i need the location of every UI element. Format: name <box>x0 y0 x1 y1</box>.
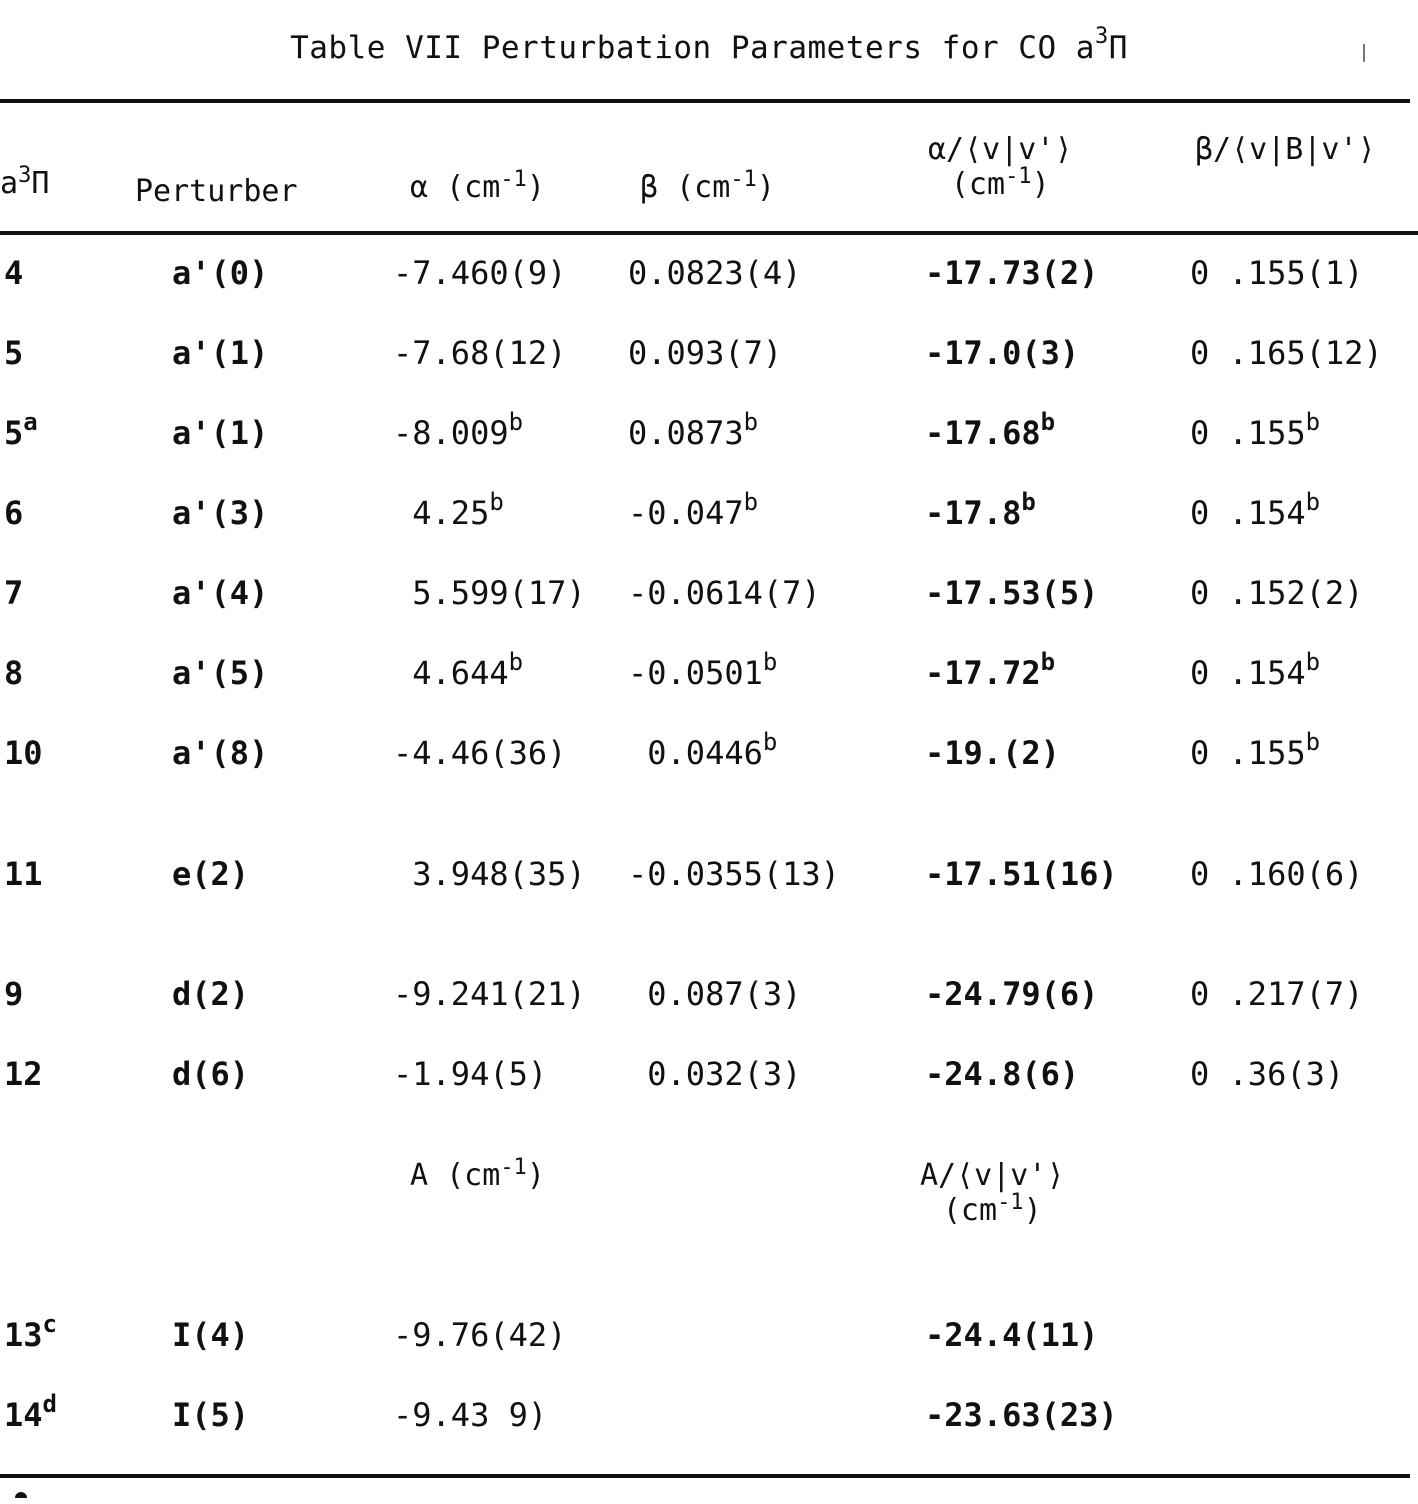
cell-value: -17.51(16) <box>925 855 1118 893</box>
cell-beta-ratio <box>1190 488 1321 532</box>
cell-value: 7 <box>4 574 24 612</box>
footnote-marker: b <box>743 488 759 517</box>
cell-state <box>4 734 43 772</box>
header-alpha-ratio-unit: (cm <box>950 167 1006 202</box>
cell-value: 0.0446 <box>628 734 763 772</box>
cell-alpha <box>393 254 566 292</box>
cell-value: 14 <box>4 1396 43 1434</box>
cell-value: -7.68(12) <box>393 334 567 372</box>
footnote-marker: b <box>762 728 778 757</box>
cell-value: -8.009 <box>393 414 509 452</box>
cell-state <box>4 408 38 452</box>
cell-A <box>393 1316 566 1354</box>
cell-state <box>4 334 23 372</box>
cell-value: -7.460(9) <box>393 254 567 292</box>
cell-perturber <box>172 855 249 893</box>
cell-value: 12 <box>4 1055 43 1093</box>
cell-value: 5 <box>4 334 24 372</box>
header-alpha-ratio-line2 <box>928 164 1073 202</box>
header-alpha-ratio-close: ) <box>1031 167 1050 202</box>
cell-value: 0.0873 <box>628 414 744 452</box>
footnote-marker: b <box>1040 648 1056 677</box>
footnote-marker: b <box>1305 648 1321 677</box>
cell-value: e(2) <box>172 855 250 893</box>
cell-perturber <box>172 1316 249 1354</box>
table-header-rule <box>0 231 1418 235</box>
cell-beta-ratio <box>1190 574 1363 612</box>
header-alpha-close: ) <box>526 170 545 205</box>
subheader-A-ratio-sup: -1 <box>997 1190 1024 1215</box>
header-state-sup: 3 <box>18 163 32 188</box>
cell-value: 0.032(3) <box>628 1055 802 1093</box>
subheader-A-ratio-line1: A/⟨v|v'⟩ <box>920 1158 1065 1193</box>
cell-perturber <box>172 414 268 452</box>
cell-beta-ratio <box>1190 975 1363 1013</box>
cell-alpha <box>393 855 586 893</box>
footnote-marker: b <box>508 648 524 677</box>
cell-perturber <box>172 1055 249 1093</box>
cell-value: -0.0355(13) <box>628 855 840 893</box>
cell-beta <box>628 254 801 292</box>
cell-alpha-ratio <box>925 408 1056 452</box>
subheader-A-ratio-unit: (cm <box>942 1193 998 1228</box>
cell-value: 0 .154 <box>1190 494 1306 532</box>
cell-beta-ratio <box>1190 728 1321 772</box>
cell-A-ratio <box>925 1396 1118 1434</box>
cell-value: 0 .155 <box>1190 734 1306 772</box>
cell-alpha <box>393 408 524 452</box>
header-beta <box>640 167 775 205</box>
cell-value: I(4) <box>172 1316 250 1354</box>
header-alpha-text: α (cm <box>410 170 501 205</box>
footnote-marker: c <box>42 1310 57 1339</box>
cell-beta <box>628 574 821 612</box>
cell-value: 0 .36(3) <box>1190 1055 1345 1093</box>
cell-beta-ratio <box>1190 648 1321 692</box>
cell-value: 0.093(7) <box>628 334 783 372</box>
cell-value: 0 .155(1) <box>1190 254 1364 292</box>
cell-value: -17.68 <box>925 414 1041 452</box>
cell-state <box>4 1390 57 1434</box>
cell-alpha-ratio <box>925 254 1098 292</box>
cell-alpha <box>393 574 586 612</box>
cell-value: -9.241(21) <box>393 975 586 1013</box>
table-title-text: Table VII Perturbation Parameters for CO a <box>290 30 1095 66</box>
footnote-marker: b <box>508 408 524 437</box>
cell-value: -24.79(6) <box>925 975 1099 1013</box>
cell-value: -24.8(6) <box>925 1055 1080 1093</box>
cell-beta <box>628 855 840 893</box>
cell-value: 0 .154 <box>1190 654 1306 692</box>
margin-mark <box>1363 44 1365 62</box>
footnote-fragment <box>15 1492 27 1498</box>
footnote-marker: b <box>1021 488 1036 517</box>
cell-value: -17.73(2) <box>925 254 1099 292</box>
header-alpha-ratio-sup: -1 <box>1005 164 1032 189</box>
header-beta-text: β (cm <box>640 170 731 205</box>
subheader-A-ratio-line2 <box>920 1190 1065 1228</box>
cell-value: -17.0(3) <box>925 334 1080 372</box>
header-beta-sup: -1 <box>730 167 757 192</box>
cell-beta-ratio <box>1190 254 1363 292</box>
cell-value: 0.087(3) <box>628 975 802 1013</box>
cell-state <box>4 1310 57 1354</box>
cell-value: 10 <box>4 734 43 772</box>
cell-perturber <box>172 494 268 532</box>
cell-alpha <box>393 488 504 532</box>
cell-value: d(2) <box>172 975 250 1013</box>
cell-beta <box>628 488 759 532</box>
cell-beta-ratio <box>1190 408 1321 452</box>
cell-alpha <box>393 734 566 772</box>
cell-value: a'(3) <box>172 494 269 532</box>
cell-alpha-ratio <box>925 648 1056 692</box>
header-alpha-ratio-line1: α/⟨v|v'⟩ <box>928 132 1073 167</box>
table-title-superscript: 3 <box>1094 23 1109 49</box>
cell-value: 3.948(35) <box>393 855 586 893</box>
subheader-A-sup: -1 <box>500 1155 527 1180</box>
header-state-base: a <box>0 166 19 201</box>
subheader-A-ratio-close: ) <box>1023 1193 1042 1228</box>
cell-value: a'(8) <box>172 734 269 772</box>
cell-value: a'(0) <box>172 254 269 292</box>
table-bottom-rule <box>0 1474 1410 1478</box>
cell-value: 0 .217(7) <box>1190 975 1364 1013</box>
cell-perturber <box>172 334 268 372</box>
cell-alpha <box>393 648 524 692</box>
cell-state <box>4 975 23 1013</box>
header-alpha-ratio <box>928 132 1073 202</box>
cell-beta <box>628 648 778 692</box>
cell-value: I(5) <box>172 1396 250 1434</box>
header-alpha <box>410 167 545 205</box>
cell-beta <box>628 1055 801 1093</box>
cell-beta <box>628 334 782 372</box>
cell-beta <box>628 728 778 772</box>
cell-perturber <box>172 975 249 1013</box>
cell-beta-ratio <box>1190 855 1363 893</box>
header-alpha-sup: -1 <box>500 167 527 192</box>
cell-state <box>4 1055 43 1093</box>
cell-value: -4.46(36) <box>393 734 567 772</box>
cell-alpha-ratio <box>925 334 1079 372</box>
cell-perturber <box>172 574 268 612</box>
cell-value: -17.72 <box>925 654 1041 692</box>
cell-beta-ratio <box>1190 334 1383 372</box>
table-title <box>0 23 1418 66</box>
cell-beta <box>628 408 759 452</box>
cell-value: 5 <box>4 414 24 452</box>
cell-value: 11 <box>4 855 43 893</box>
footnote-marker: b <box>743 408 759 437</box>
cell-value: -0.0614(7) <box>628 574 821 612</box>
subheader-A-text: A (cm <box>410 1158 501 1193</box>
cell-value: 5.599(17) <box>393 574 586 612</box>
cell-perturber <box>172 254 268 292</box>
cell-alpha-ratio <box>925 574 1098 612</box>
footnote-marker: b <box>762 648 778 677</box>
cell-value: -23.63(23) <box>925 1396 1118 1434</box>
cell-value: -19.(2) <box>925 734 1060 772</box>
cell-value: 8 <box>4 654 24 692</box>
cell-value: 9 <box>4 975 24 1013</box>
cell-value: 13 <box>4 1316 43 1354</box>
cell-state <box>4 855 43 893</box>
cell-value: 0 .152(2) <box>1190 574 1364 612</box>
cell-value: -24.4(11) <box>925 1316 1099 1354</box>
cell-value: d(6) <box>172 1055 250 1093</box>
footnote-marker: b <box>1305 728 1321 757</box>
cell-value: 0.0823(4) <box>628 254 802 292</box>
cell-value: -9.76(42) <box>393 1316 567 1354</box>
cell-alpha-ratio <box>925 734 1060 772</box>
footnote-marker: b <box>1305 408 1321 437</box>
cell-value: a'(1) <box>172 334 269 372</box>
footnote-marker: d <box>42 1390 57 1419</box>
cell-value: -0.047 <box>628 494 744 532</box>
footnote-marker: b <box>1305 488 1321 517</box>
cell-value: 0 .165(12) <box>1190 334 1383 372</box>
cell-A <box>393 1396 547 1434</box>
table-title-suffix: Π <box>1108 30 1128 66</box>
cell-beta <box>628 975 801 1013</box>
header-perturber: Perturber <box>135 174 298 209</box>
cell-value: -17.8 <box>925 494 1022 532</box>
cell-value: a'(4) <box>172 574 269 612</box>
cell-alpha-ratio <box>925 975 1098 1013</box>
table-top-rule <box>0 99 1410 103</box>
cell-alpha-ratio <box>925 488 1036 532</box>
cell-value: a'(1) <box>172 414 269 452</box>
cell-state <box>4 494 23 532</box>
cell-alpha-ratio <box>925 855 1118 893</box>
cell-value: 4.25 <box>393 494 490 532</box>
cell-perturber <box>172 654 268 692</box>
cell-value: 4 <box>4 254 24 292</box>
cell-state <box>4 254 23 292</box>
cell-value: 0 .155 <box>1190 414 1306 452</box>
cell-value: -9.43 9) <box>393 1396 548 1434</box>
cell-perturber <box>172 1396 249 1434</box>
header-beta-close: ) <box>756 170 775 205</box>
header-beta-ratio: β/⟨v|B|v'⟩ <box>1195 132 1376 167</box>
subheader-A-close: ) <box>526 1158 545 1193</box>
cell-value: -0.0501 <box>628 654 763 692</box>
footnote-marker: b <box>489 488 504 517</box>
cell-alpha <box>393 1055 547 1093</box>
cell-value: a'(5) <box>172 654 269 692</box>
subheader-A-ratio <box>920 1158 1065 1228</box>
cell-perturber <box>172 734 268 772</box>
footnote-marker: a <box>23 408 38 437</box>
cell-value: -17.53(5) <box>925 574 1099 612</box>
header-state-suffix: Π <box>31 166 50 201</box>
cell-alpha <box>393 975 586 1013</box>
cell-value: 4.644 <box>393 654 509 692</box>
cell-state <box>4 574 23 612</box>
cell-alpha <box>393 334 566 372</box>
cell-value: 0 .160(6) <box>1190 855 1364 893</box>
footnote-marker: b <box>1040 408 1056 437</box>
header-state-column <box>0 163 50 201</box>
cell-value: 6 <box>4 494 24 532</box>
cell-beta-ratio <box>1190 1055 1344 1093</box>
cell-state <box>4 654 23 692</box>
cell-A-ratio <box>925 1316 1098 1354</box>
cell-value: -1.94(5) <box>393 1055 548 1093</box>
subheader-A <box>410 1155 545 1193</box>
cell-alpha-ratio <box>925 1055 1079 1093</box>
